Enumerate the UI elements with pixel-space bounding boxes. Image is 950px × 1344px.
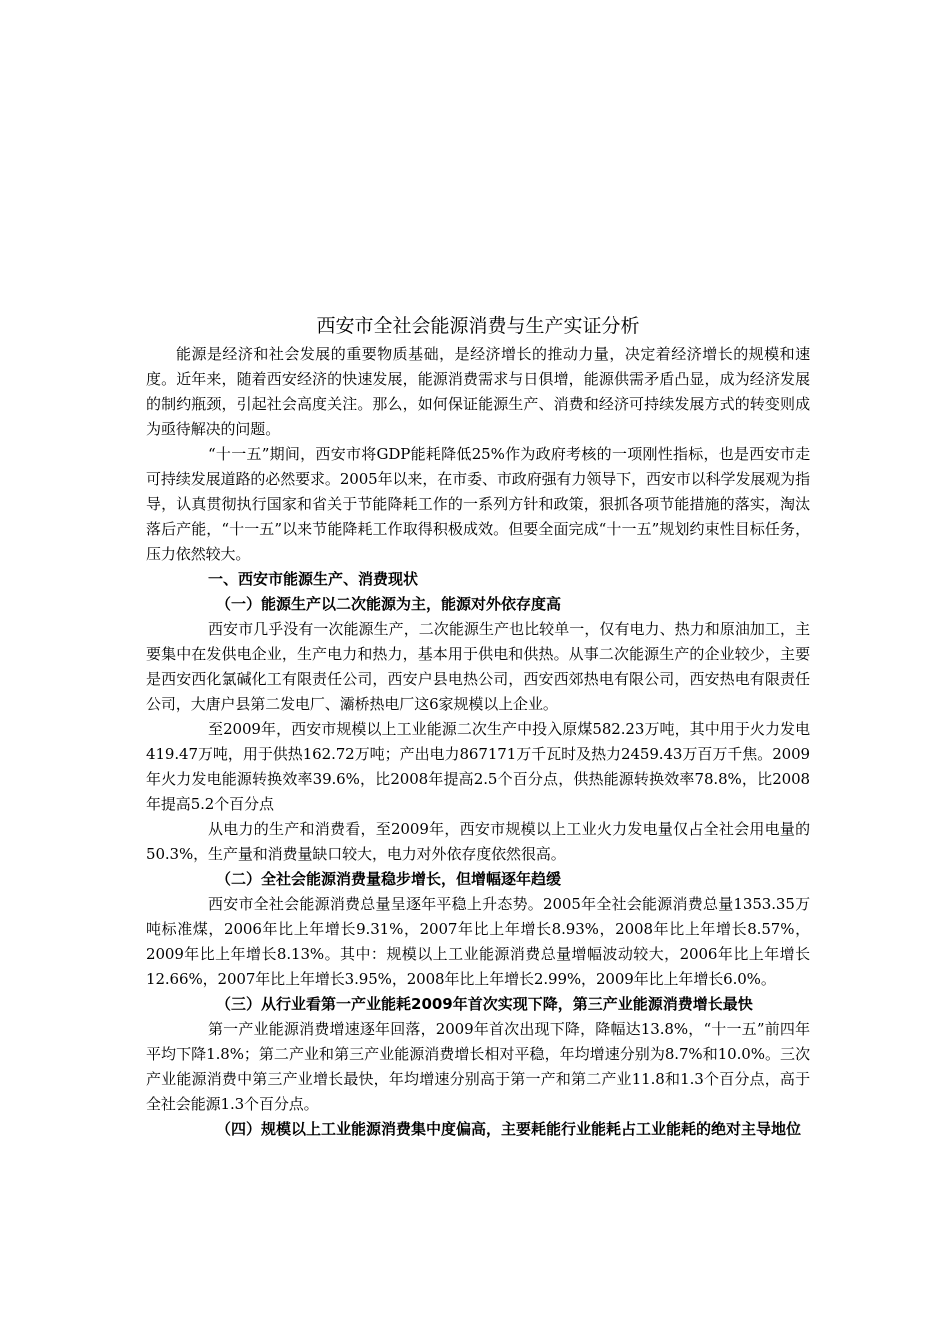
document-title: 西安市全社会能源消费与生产实证分析: [316, 315, 640, 337]
subsection-3-paragraph-1: 第一产业能源消费增速逐年回落，2009年首次出现下降，降幅达13.8%，“十一五”前四年平均下降1.8%；第二产业和第三产业能源消费增长相对平稳，年均增速分别为8.7%和10.0%。三次产业能源消费中第三产业增长最快，年均增速分别高于第一产和第二产业11.8和1.3个百分点，高于全社会能源1.3个百分点。: [146, 1020, 810, 1113]
subsection-3-heading: （三）从行业看第一产业能耗2009年首次实现下降，第三产业能源消费增长最快: [216, 995, 753, 1013]
subsection-1-paragraph-2: 至2009年，西安市规模以上工业能源二次生产中投入原煤582.23万吨，其中用于火力发电419.47万吨，用于供热162.72万吨；产出电力867171万千瓦时及热力2459.43万百万千焦。2009年火力发电能源转换效率39.6%，比2008年提高2.5个百分点，供热能源转换效率78.8%，比2008年提高5.2个百分点: [146, 720, 810, 813]
section-1-heading: 一、西安市能源生产、消费现状: [208, 570, 419, 588]
subsection-2-paragraph-1: 西安市全社会能源消费总量呈逐年平稳上升态势。2005年全社会能源消费总量1353.35万吨标准煤，2006年比上年增长9.31%，2007年比上年增长8.93%，2008年比上年增长8.57%，2009年比上年增长8.13%。其中：规模以上工业能源消费总量增幅波动较大，2006年比上年增长12.66%，2007年比上年增长3.95%，2008年比上年增长2.99%，2009年比上年增长6.0%。: [146, 895, 810, 988]
intro-paragraph-1: 能源是经济和社会发展的重要物质基础，是经济增长的推动力量，决定着经济增长的规模和速度。近年来，随着西安经济的快速发展，能源消费需求与日俱增，能源供需矛盾凸显，成为经济发展的制约瓶颈，引起社会高度关注。那么，如何保证能源生产、消费和经济可持续发展方式的转变则成为亟待解决的问题。: [146, 345, 810, 438]
subsection-1-heading: （一）能源生产以二次能源为主，能源对外依存度高: [216, 595, 562, 613]
document-page: [146, 312, 810, 1142]
subsection-1-paragraph-3: 从电力的生产和消费看，至2009年，西安市规模以上工业火力发电量仅占全社会用电量的50.3%，生产量和消费量缺口较大，电力对外依存度依然很高。: [146, 820, 810, 863]
subsection-1-paragraph-1: 西安市几乎没有一次能源生产，二次能源生产也比较单一，仅有电力、热力和原油加工，主要集中在发供电企业，生产电力和热力，基本用于供电和供热。从事二次能源生产的企业较少，主要是西安西化氯碱化工有限责任公司，西安户县电热公司，西安西郊热电有限公司，西安热电有限责任公司，大唐户县第二发电厂、灞桥热电厂这6家规模以上企业。: [146, 620, 810, 713]
intro-paragraph-2: “十一五”期间，西安市将GDP能耗降低25%作为政府考核的一项刚性指标，也是西安市走可持续发展道路的必然要求。2005年以来，在市委、市政府强有力领导下，西安市以科学发展观为指导，认真贯彻执行国家和省关于节能降耗工作的一系列方针和政策，狠抓各项节能措施的落实，淘汰落后产能，“十一五”以来节能降耗工作取得积极成效。但要全面完成“十一五”规划约束性目标任务，压力依然较大。: [146, 445, 810, 563]
subsection-4-heading: （四）规模以上工业能源消费集中度偏高，主要耗能行业能耗占工业能耗的绝对主导地位: [216, 1120, 802, 1138]
subsection-2-heading: （二）全社会能源消费量稳步增长，但增幅逐年趋缓: [216, 870, 562, 888]
